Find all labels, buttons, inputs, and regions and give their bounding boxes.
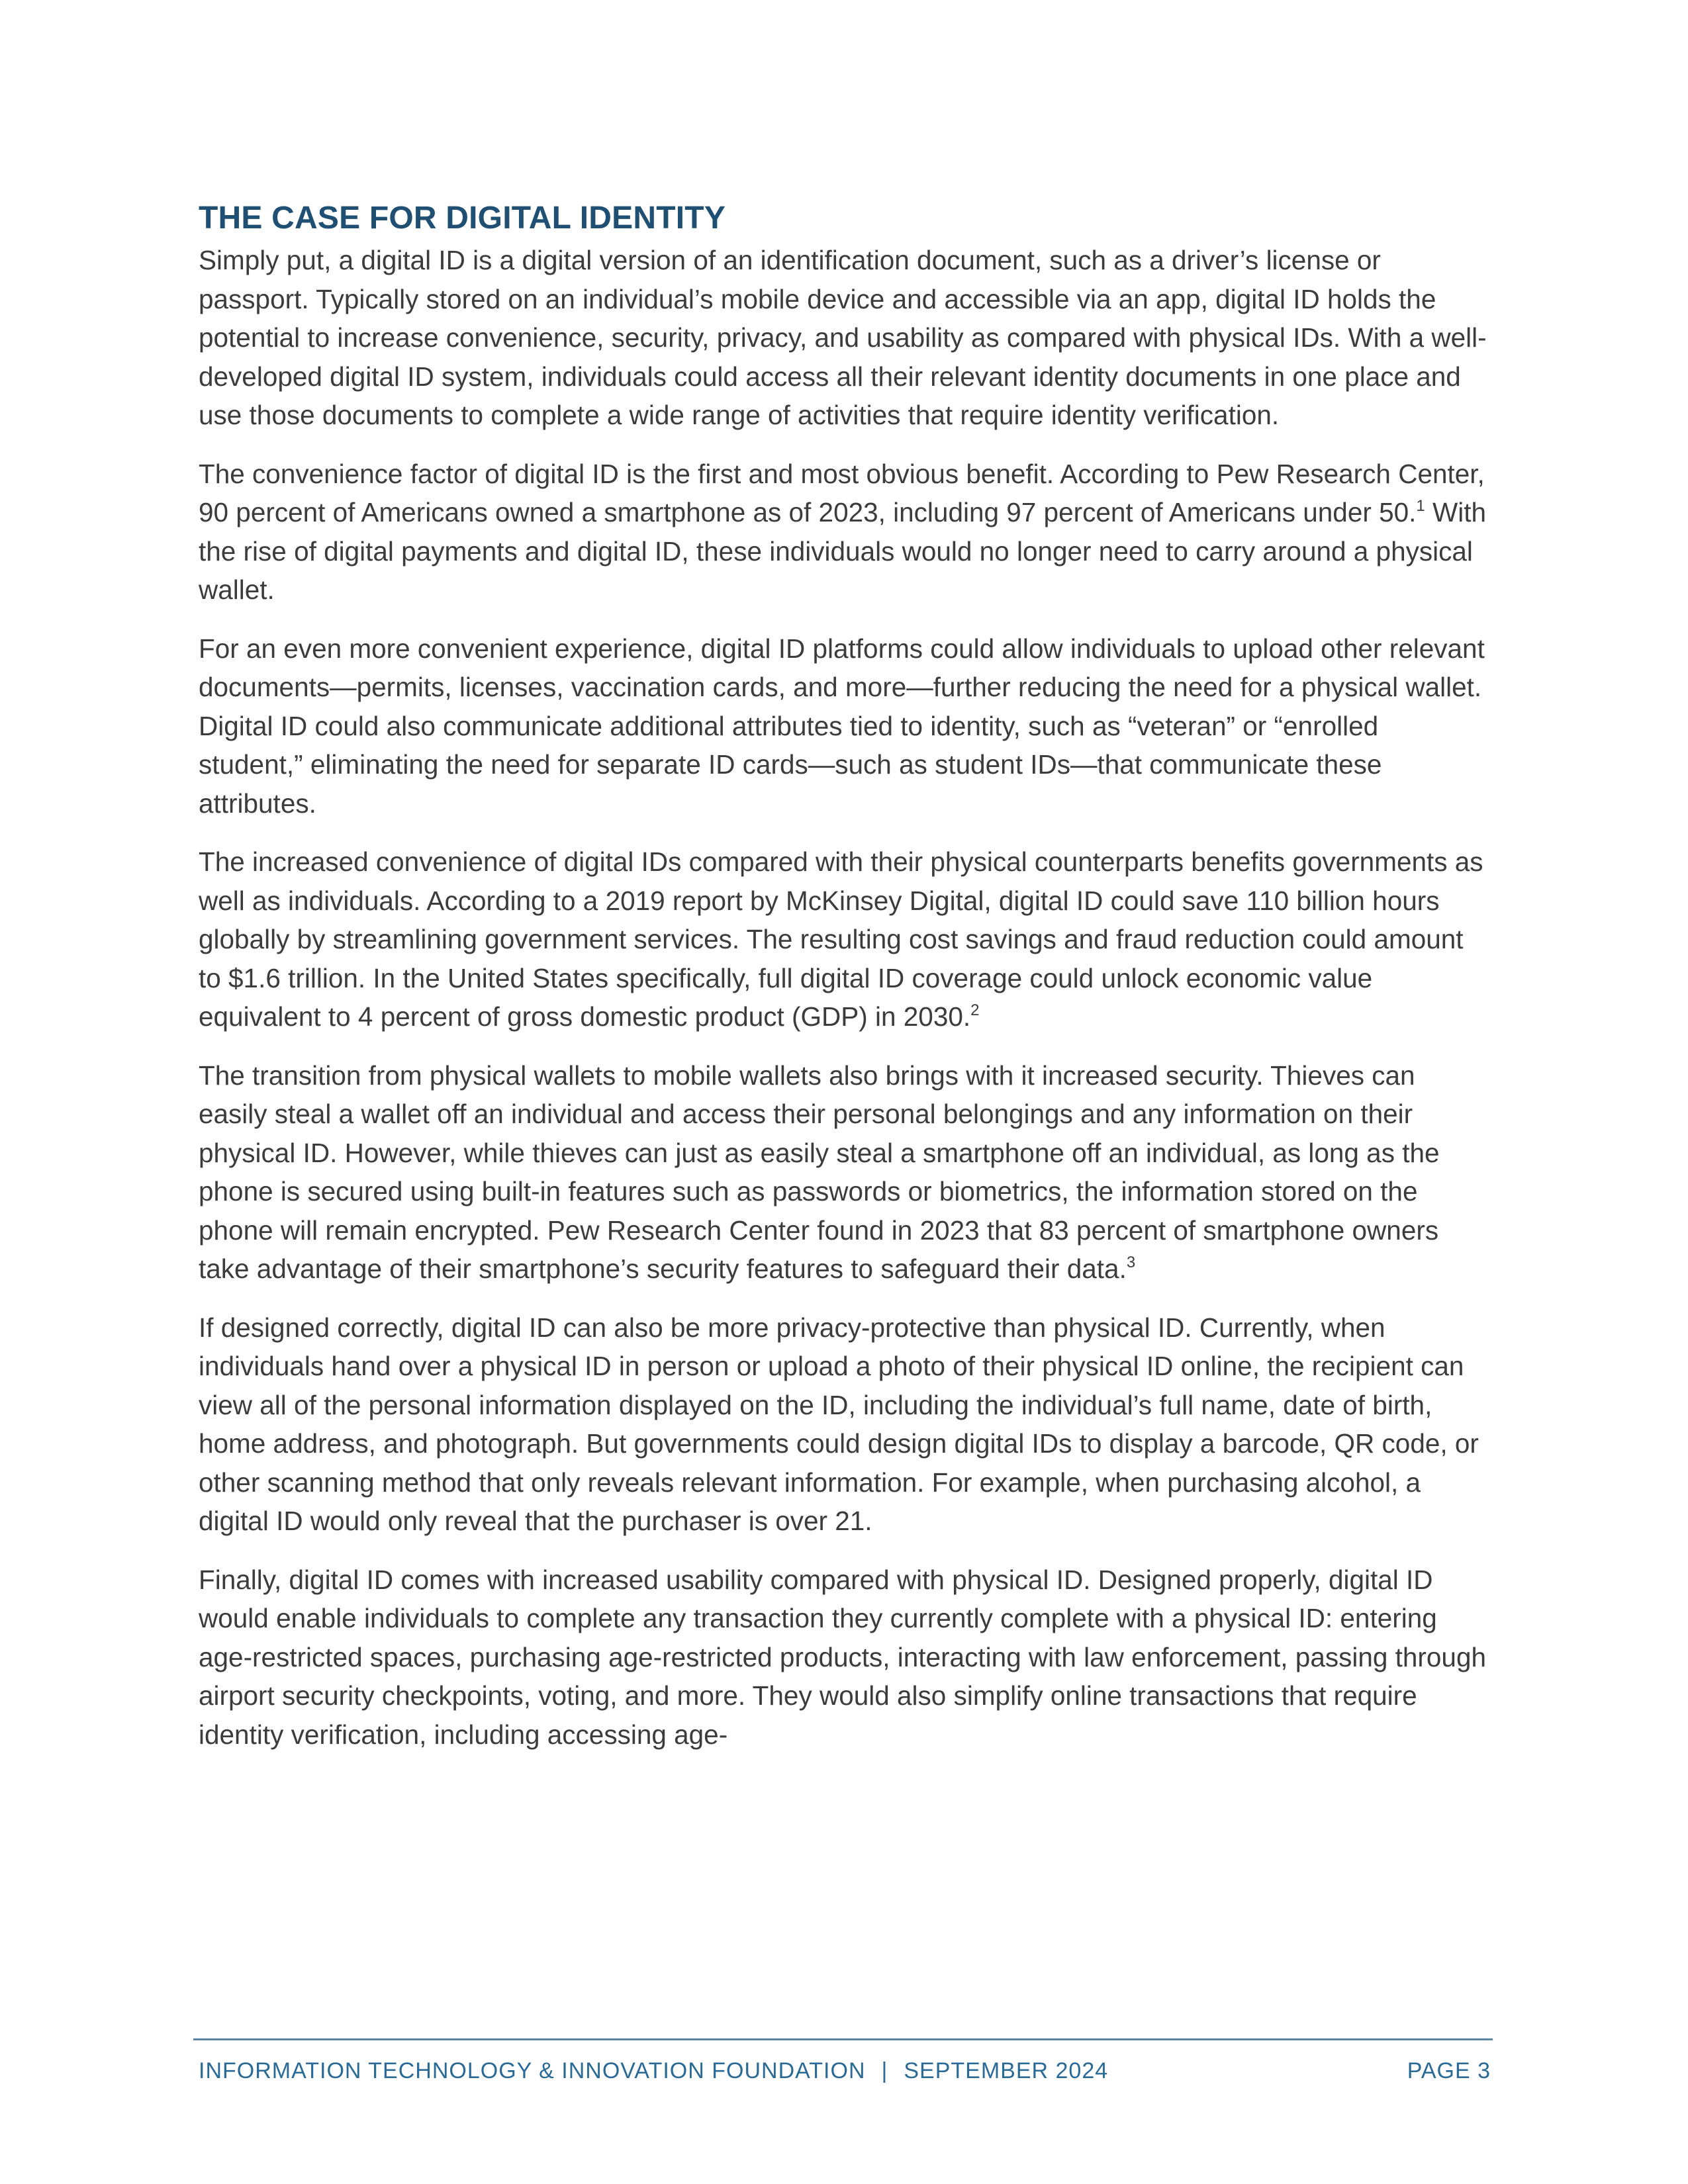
footer-separator: | [881, 2058, 888, 2083]
footnote-marker[interactable]: 3 [1126, 1253, 1136, 1271]
paragraph-security [199, 1056, 1489, 1289]
footnote-marker[interactable]: 2 [970, 1001, 980, 1019]
paragraph-text: Simply put, a digital ID is a digital version of an identification document, such as a driver’s license or passport. Typically stored on an individual’s mobile device and accessible via an app, digital ID holds the potential to increase convenience, security, privacy, and usability as compared with physical IDs. With a well-developed digital ID system, individuals could access all their relevant identity documents in one place and use those documents to complete a wide range of activities that require identity verification. [199, 245, 1487, 430]
paragraph-documents [199, 629, 1489, 823]
paragraph-convenience [199, 455, 1489, 610]
footer-organization: INFORMATION TECHNOLOGY & INNOVATION FOUNDATION [199, 2058, 866, 2083]
section-heading: THE CASE FOR DIGITAL IDENTITY [199, 201, 726, 236]
footer-left [199, 2057, 1108, 2085]
paragraph-text: The increased convenience of digital IDs compared with their physical counterparts benefits governments as well as individuals. According to a 2019 report by McKinsey Digital, digital ID could save 110 billion hours globally by streamlining government services. The resulting cost savings and fraud reduction could amount to $1.6 trillion. In the United States specifically, full digital ID coverage could unlock economic value equivalent to 4 percent of gross domestic product (GDP) in 2030. [199, 846, 1483, 1032]
footer-page-number: PAGE 3 [1407, 2058, 1491, 2083]
paragraph-text: For an even more convenient experience, digital ID platforms could allow individuals to upload other relevant documents—permits, licenses, vaccination cards, and more—further reducing the need for a physical wallet. Digital ID could also communicate additional attributes tied to identity, such as “veteran” or “enrolled student,” eliminating the need for separate ID cards—such as student IDs—that communicate these attributes. [199, 633, 1485, 819]
page-content [199, 199, 1489, 1774]
paragraph-definition [199, 241, 1489, 435]
paragraph-text: The transition from physical wallets to mobile wallets also brings with it increased security. Thieves can easily steal a wallet off an individual and access their personal belongings and any information on their physical ID. However, while thieves can just as easily steal a smartphone off an individual, as long as the phone is secured using built-in features such as passwords or biometrics, the information stored on the phone will remain encrypted. Pew Research Center found in 2023 that 83 percent of smartphone owners take advantage of their smartphone’s security features to safeguard their data. [199, 1060, 1440, 1284]
footnote-marker[interactable]: 1 [1416, 496, 1425, 515]
page-footer [199, 2057, 1491, 2085]
paragraph-usability [199, 1561, 1489, 1754]
paragraph-privacy [199, 1308, 1489, 1541]
paragraph-text: With the rise of digital payments and digital ID, these individuals would no longer need to carry around a physical wallet. [199, 497, 1487, 605]
footer-divider [193, 2038, 1493, 2040]
footer-date: SEPTEMBER 2024 [904, 2058, 1109, 2083]
paragraph-text: If designed correctly, digital ID can also be more privacy-protective than physical ID. Currently, when individuals hand over a physical ID in person or upload a photo of their physical ID online, the recipient can view all of the personal information displayed on the ID, including the individual’s full name, date of birth, home address, and photograph. But governments could design digital IDs to display a barcode, QR code, or other scanning method that only reveals relevant information. For example, when purchasing alcohol, a digital ID would only reveal that the purchaser is over 21. [199, 1312, 1479, 1536]
paragraph-governments [199, 842, 1489, 1036]
paragraph-text: Finally, digital ID comes with increased usability compared with physical ID. Designed properly, digital ID would enable individuals to complete any transaction they currently complete with a physical ID: entering age-restricted spaces, purchasing age-restricted products, interacting with law enforcement, passing through airport security checkpoints, voting, and more. They would also simplify online transactions that require identity verification, including accessing age- [199, 1564, 1487, 1750]
paragraph-text: The convenience factor of digital ID is the first and most obvious benefit. According to Pew Research Center, 90 percent of Americans owned a smartphone as of 2023, including 97 percent of Americans under 50. [199, 458, 1485, 527]
